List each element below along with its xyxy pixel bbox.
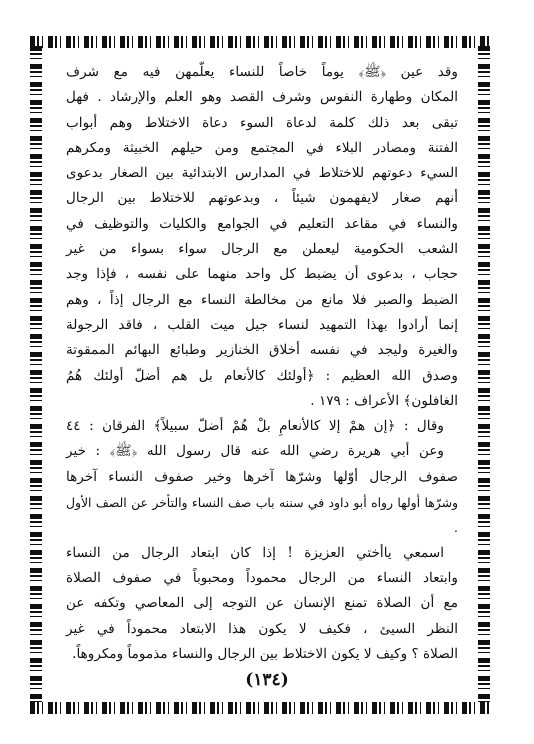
text-line: النظر السيئ ، فكيف لا يكون هذا الابتعاد محموداً في غير (66, 620, 458, 637)
text-line: الضبط والصبر فلا مانع من مخالطة النساء مع الرجال إذاً ، وهم (66, 291, 458, 308)
page-number: (١٣٤) (245, 670, 289, 690)
text-line: السيء دعوتهم للاختلاط في المدارس الابتدائية بين الصغار بدعوى (66, 165, 458, 182)
text-line: تبقى بعد ذلك كلمة لدعاة السوء دعاة الاختلاط وهم أبواب (66, 114, 458, 131)
text-line: مع أن الصلاة تمنع الإنسان عن التوجه إلى المعاصي وتكفه عن (66, 595, 458, 612)
border-top (30, 36, 490, 48)
text-line: المكان وطهارة النفوس وشرف القصد وهو العلم والإرشاد . فهل (66, 89, 458, 106)
text-line: وصدق الله العظيم : ﴿أولئك كالأنعام بل هم أضلّ أولئك هُمُ (66, 367, 458, 384)
text-line: إنما أرادوا بهذا التمهيد لنساء جيل ميت القلب ، فاقد الرجولة (66, 316, 458, 333)
page-body (66, 60, 458, 667)
text-line: أنهم صغار لايفهمون شيئاً ، وبدعوتهم للاختلاط بين الرجال (66, 190, 458, 207)
text-line: الفتنة ومصادر البلاء في المجتمع ومن حيلهم الخبيثة ومكرهم (66, 139, 458, 156)
border-right (478, 46, 490, 702)
text-line: الصلاة ؟ وكيف لا يكون الاختلاط بين الرجال والنساء مذموماً ومكروهاً. (72, 645, 458, 662)
border-left (30, 46, 42, 702)
text-line: وقال : ﴿إن همْ إلا كالأنعامِ بلْ هُمْ أضلّ سبيلاً﴾ الفرقان : ٤٤ (66, 418, 444, 435)
border-bottom (30, 702, 490, 714)
text-line: وعن أبي هريرة رضي الله عنه قال رسول الله ﴿ﷺ﴾ : خير (66, 443, 444, 460)
text-line: والنساء في مقاعد التعليم في الجوامع والكليات والتوظيف في (66, 215, 458, 232)
text-line: اسمعي ياأختي العزيزة ! إذا كان ابتعاد الرجال من النساء (66, 544, 444, 561)
text-line: وابتعاد النساء من الرجال محموداً ومحبوباً في صفوف الصلاة (66, 569, 458, 586)
text-line: والغيرة وليجد في نفسه أخلاق الخنازير وطبائع البهائم الممقوتة (66, 342, 458, 359)
text-line: الشعب الحكومية ليعملن مع الرجال سواء بسواء من غير (66, 241, 458, 258)
text-line: صفوف الرجال أوّلها وشرّها آخرها وخير صفوف النساء آخرها (66, 468, 458, 485)
text-line: الغافلون﴾ الأعراف : ١٧٩ . (310, 392, 458, 409)
text-line: وقد عين ﴿ﷺ﴾ يوماً خاصاً للنساء يعلّمهن فيه مع شرف (66, 64, 458, 80)
text-line: وشرّها أولها رواه أبو داود في سننه باب صف النساء والتأخر عن الصف الأول . (66, 495, 458, 536)
text-line: حجاب ، بدعوى أن يضبط كل واحد منهما على نفسه ، فإذا وجد (66, 266, 458, 283)
